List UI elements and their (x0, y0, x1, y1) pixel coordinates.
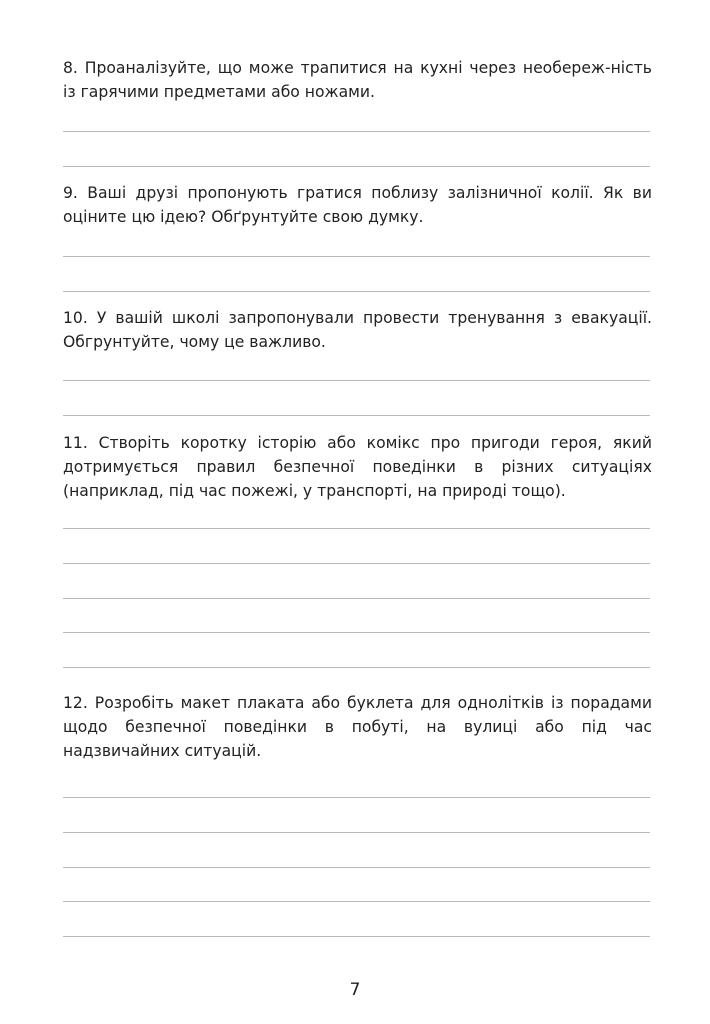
question-12 (63, 691, 652, 763)
question-number: 10. (63, 309, 88, 327)
answer-line[interactable] (63, 598, 650, 599)
answer-line[interactable] (63, 632, 650, 633)
question-9 (63, 181, 652, 229)
question-text: Створіть коротку історію або комікс про пригоди героя, який дотримується правил безпечної поведінки в різних ситуаціях (наприклад, під час пожежі, у транспорті, на природі тощо). (63, 434, 652, 500)
answer-line[interactable] (63, 256, 650, 257)
question-text: У вашій школі запропонували провести тренування з евакуації. Обгрунтуйте, чому це важливо. (63, 309, 652, 351)
answer-line[interactable] (63, 667, 650, 668)
question-number: 8. (63, 59, 78, 77)
question-text: Ваші друзі пропонують гратися поблизу залізничної колії. Як ви оціните цю ідею? Обґрунтуйте свою думку. (63, 184, 652, 226)
answer-line[interactable] (63, 528, 650, 529)
question-8 (63, 56, 652, 104)
page-number: 7 (349, 980, 361, 1000)
answer-line[interactable] (63, 291, 650, 292)
answer-line[interactable] (63, 131, 650, 132)
question-text: Розробіть макет плаката або буклета для однолітків із порадами щодо безпечної поведінки в побуті, на вулиці або під час надзвичайних ситуацій. (63, 694, 652, 760)
answer-line[interactable] (63, 380, 650, 381)
answer-line[interactable] (63, 832, 650, 833)
answer-line[interactable] (63, 563, 650, 564)
answer-line[interactable] (63, 415, 650, 416)
question-number: 12. (63, 694, 88, 712)
answer-line[interactable] (63, 936, 650, 937)
answer-line[interactable] (63, 797, 650, 798)
question-10 (63, 306, 652, 354)
question-number: 11. (63, 434, 88, 452)
answer-line[interactable] (63, 901, 650, 902)
answer-line[interactable] (63, 867, 650, 868)
answer-line[interactable] (63, 166, 650, 167)
question-text: Проаналізуйте, що може трапитися на кухні через необереж-ність із гарячими предметами або ножами. (63, 59, 652, 101)
question-11 (63, 431, 652, 503)
question-number: 9. (63, 184, 78, 202)
